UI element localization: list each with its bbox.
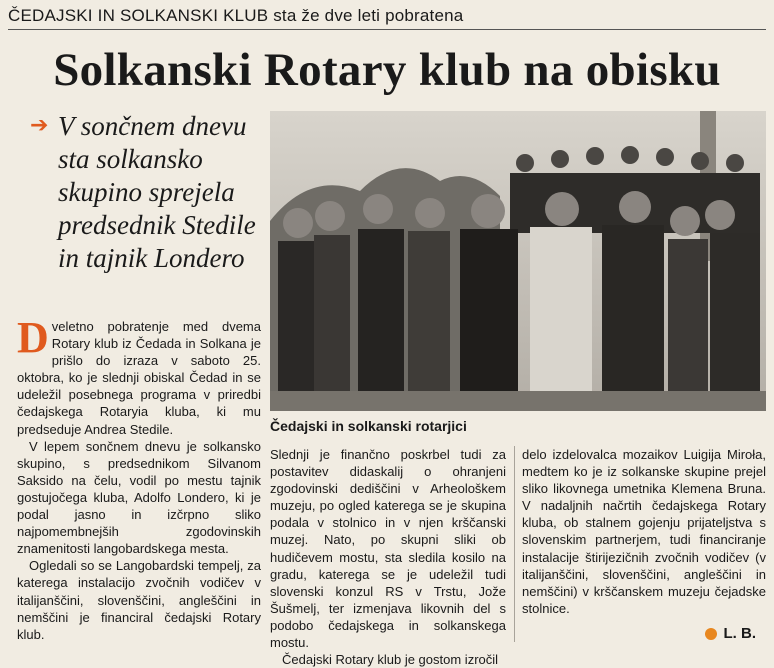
bullet-dot-icon [705, 628, 717, 640]
kicker-line: ČEDAJSKI IN SOLKANSKI KLUB sta že dve leti pobratena [8, 6, 464, 25]
photo-caption: Čedajski in solkanski rotarjici [270, 418, 467, 434]
paragraph-6: delo izdelovalca mozaikov Luigija Miroła, medtem ko je iz solkanske skupine prejel sliko likovnega umetnika Klemena Bruna. V nadaljnih načrtih čedajskega Rotary kluba, ob stalnem gojenju prijateljstva s slovenskim partnerjem, tudi financiranje instalacije štirijezičnih zvočnih vodičev (v italijanščini, slovenščini, angleščini in nemščini) v krščanskem muzeju čejadske stolnice. [522, 447, 766, 616]
byline-text: L. B. [723, 625, 756, 642]
lead-text: V sončnem dnevu sta solkansko skupino sprejela predsednik Stedile in tajnik Londero [58, 111, 256, 273]
article-column-middle [270, 446, 506, 668]
byline [705, 625, 757, 642]
paragraph-1-text: veletno pobratenje med dvema Rotary klub iz Čedada in Solkana je prišlo do izraza v saboto 25. oktobra, ko je slednji obiskal Čedad in se udeležil posebnega programa v priredbi čedajskega Rotaryia kluba, ki mu predseduje Andrea Stedile. [17, 319, 261, 437]
paragraph-5: Čedajski Rotary klub je gostom izročil [282, 652, 499, 668]
paragraph-3: Ogledali so se Langobardski tempelj, za katerega instalacijo zvočnih vodičev v italijanščini, slovenščini, angleščini in nemščini je financiral čedajski Rotary klub. [17, 558, 261, 642]
header-divider [8, 29, 766, 30]
paragraph-1 [17, 313, 261, 438]
group-photo-image [270, 111, 766, 411]
drop-cap: D [17, 313, 49, 362]
article-column-left [17, 313, 261, 643]
column-divider [514, 446, 515, 642]
group-photo [270, 111, 766, 411]
headline: Solkanski Rotary klub na obisku [53, 44, 721, 96]
paragraph-4: Slednji je finančno poskrbel tudi za postavitev didaskalij o ohranjeni zgodovinski dediščini v Arheološkem muzeju, po ogled katerega se je skupina podala v stolnico in v njen krščanski muzej. Nato, po skupni sliki ob hudičevem mostu, sta sledila kosilo na gradu, katerega se je udeležil tudi slovenski konzul RS v Trstu, Jože Šušmelj, ter izmenjava likovnih del s podobo čedajskega in solkanskega mostu. [270, 447, 506, 651]
lead-block [30, 110, 260, 275]
article-column-right [522, 446, 766, 617]
paragraph-2: V lepem sončnem dnevu je solkansko skupino, s predsednikom Silvanom Saksido na čelu, vodil po mestu tajnik gostujočega kluba, Adolfo Londero, ki je podal jasno in izčrpno sliko najpomembnejših zgodovinskih znamenitosti langobardskega mesta. [17, 438, 261, 557]
right-arrow-icon: ➔ [30, 113, 49, 138]
